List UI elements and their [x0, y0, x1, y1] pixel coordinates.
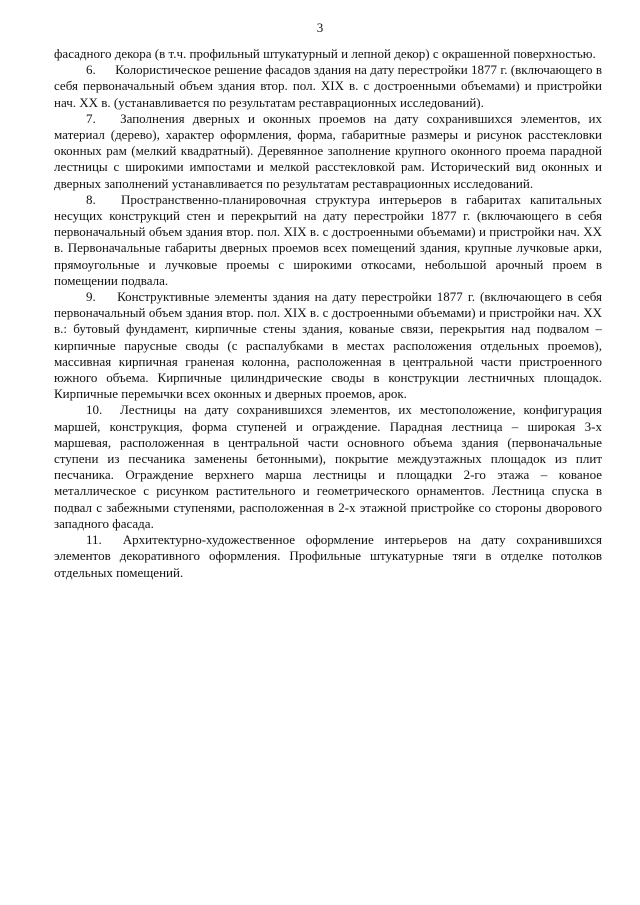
item-number: 8. [86, 191, 96, 207]
list-item-10 [54, 402, 602, 532]
item-text: Пространственно-планировочная структура интерьеров в габаритах капитальных несущих конструкций стен и перекрытий на дату перестройки 1877 г. (включающего в себя первоначальный объем здания втор. пол. XIX в. с достроенными объемами) и пристройки нач. XX в. Первоначальные габариты дверных проемов всех помещений здания, крупные лучковые арки, прямоугольные и лучковые проемы с широкими откосами, небольшой арочный проем в помещении подвала. [54, 191, 603, 288]
item-text: Колористическое решение фасадов здания на дату перестройки 1877 г. (включающего в себя первоначальный объем здания втор. пол. XIX в. с достроенными объемами) и пристройки нач. XX в. (устанавливается по результатам реставрационных исследований). [54, 62, 602, 110]
item-text: Заполнения дверных и оконных проемов на дату сохранившихся элементов, их материал (дерево), характер оформления, форма, габаритные размеры и рисунок расстекловки оконных рам (мелкий квадратный). Деревянное заполнение крупного оконного проема парадной лестницы с широкими импостами и мелкой расстекловкой рам. Исторический вид оконных и дверных заполнений устанавливается по результатам реставрационных исследований. [54, 110, 602, 191]
list-item-11 [54, 532, 602, 581]
list-item-6 [54, 62, 602, 111]
list-item-8 [54, 192, 602, 289]
list-item-7 [54, 111, 602, 192]
item-number: 10. [86, 402, 103, 418]
page-number: 3 [316, 20, 324, 35]
item-text: Лестницы на дату сохранившихся элементов, их местоположение, конфигурация маршей, конструкция, форма ступеней и ограждение. Парадная лестница – широкая 3-х маршевая, расположенная в центральной части основного объема здания (первоначальные ступени из песчаника заменены бетонными), покрытие междуэтажных площадок из плит песчаника. Ограждение верхнего марша лестницы и площадки 2-го этажа – кованое металлическое с рисунком растительного и геометрического орнаментов. Лестница спуска в подвал с забежными ступенями, расположенная в 2-х этажной пристройке со стороны дворового западного фасада. [54, 402, 602, 531]
item-number: 6. [86, 62, 96, 78]
list-item-9 [54, 289, 602, 402]
item-number: 9. [86, 289, 96, 305]
item-number: 11. [86, 532, 102, 548]
paragraph-text: фасадного декора (в т.ч. профильный штукатурный и лепной декор) с окрашенной поверхностью. [54, 46, 596, 61]
item-text: Архитектурно-художественное оформление интерьеров на дату сохранившихся элементов декоративного оформления. Профильные штукатурные тяги в отделке потолков отдельных помещений. [54, 532, 602, 580]
item-number: 7. [86, 110, 96, 126]
item-text: Конструктивные элементы здания на дату перестройки 1877 г. (включающего в себя первоначальный объем здания втор. пол. XIX в. с достроенными объемами) и пристройки нач. XX в.: бутовый фундамент, кирпичные стены здания, кованые связи, перекрытия над подвалом – кирпичные парусные своды (с распалубками в местах расположения отдельных проемов), массивная кирпичная граненая колонна, расположенная в центральной части пристроенного южного объема. Кирпичные цилиндрические своды в конструкции лестничных площадок. Кирпичные перемычки всех оконных и дверных проемов, арок. [54, 289, 603, 402]
paragraph-continuation [54, 46, 602, 62]
document-body [54, 46, 602, 581]
